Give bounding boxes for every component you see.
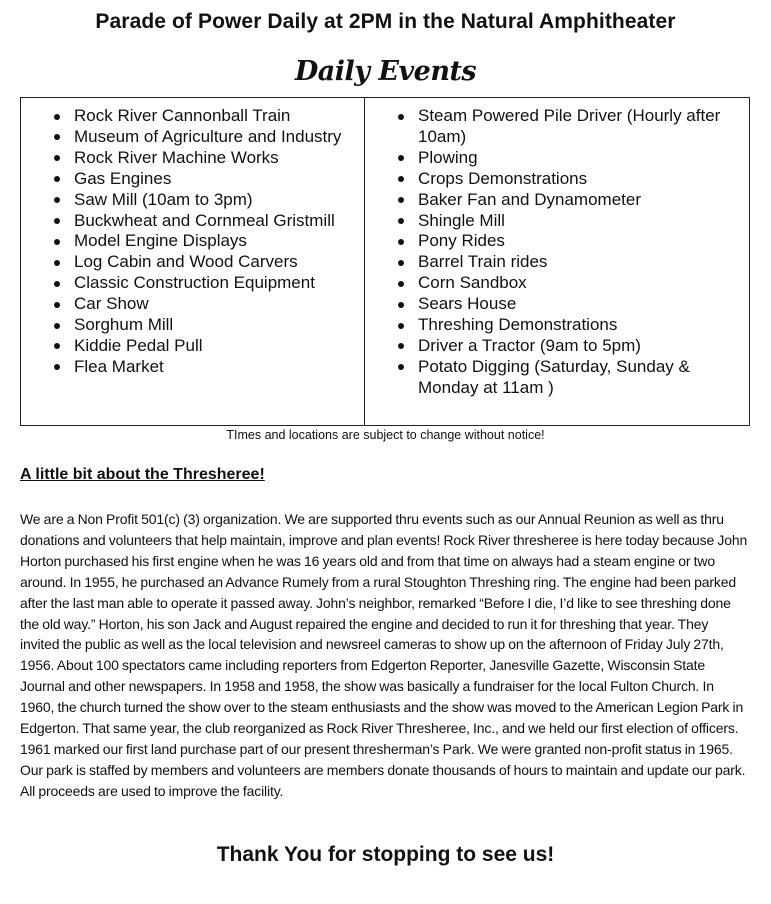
thank-you-message: Thank You for stopping to see us! — [216, 843, 555, 866]
event-item — [54, 252, 364, 273]
event-label: Museum of Agriculture and Industry — [74, 126, 342, 146]
bullet-icon — [54, 176, 60, 182]
bullet-icon — [398, 343, 404, 349]
bullet-icon — [398, 281, 404, 287]
event-label: Baker Fan and Dynamometer — [418, 189, 641, 209]
bullet-icon — [398, 239, 404, 245]
event-item — [54, 211, 364, 232]
event-item — [398, 273, 749, 294]
bullet-icon — [54, 302, 60, 308]
event-label: Flea Market — [74, 356, 164, 376]
event-label: Gas Engines — [74, 168, 172, 188]
about-paragraph: We are a Non Profit 501(c) (3) organization. We are supported thru events such as our Annual Reunion as well as thru donations and volunteers that help maintain, improve and plan events! Rock River thresheree is here today because John Horton purchased his first engine when he was 16 years old and from that time on always had a steam engine or two around. In 1955, he purchased an Advance Rumely from a rural Stoughton Threshing ring. The engine had been parked after the last man able to operate it passed away. John’s neighbor, remarked “Before I die, I’d like to see threshing done the old way.” Horton, his son Jack and August repaired the engine and decided to run it for threshing that year. They invited the public as well as the local television and newsreel cameras to show up on the afternoon of Friday July 27th, 1956. About 100 spectators came including reporters from Edgerton Reporter, Janesville Gazette, Wisconsin State Journal and other newspapers. In 1958 and 1958, the show was basically a fundraiser for the local Fulton Church. In 1960, the church turned the show over to the steam enthusiasts and the show was moved to the American Legion Park in Edgerton. That same year, the club reorganized as Rock River Thresheree, Inc., and we held our first election of officers. 1961 marked our first land purchase part of our present thresherman’s Park. We were granted non-profit status in 1965. Our park is staffed by members and volunteers are members donate thousands of hours to maintain and update our park. All proceeds are used to improve the facility. — [20, 511, 748, 799]
event-item — [398, 190, 749, 211]
event-label: Corn Sandbox — [418, 273, 527, 293]
bullet-icon — [398, 364, 404, 370]
bullet-icon — [54, 197, 60, 203]
event-label: Classic Construction Equipment — [74, 273, 315, 293]
event-label: Potato Digging (Saturday, Sunday & Monday at 11am ) — [418, 356, 690, 397]
event-label: Steam Powered Pile Driver (Hourly after 10am) — [418, 106, 721, 146]
event-label: Sears House — [418, 294, 517, 314]
event-item — [54, 357, 364, 378]
event-label: Buckwheat and Cornmeal Gristmill — [74, 210, 335, 230]
daily-events-table — [20, 97, 750, 426]
event-label: Log Cabin and Wood Carvers — [74, 252, 298, 272]
event-item — [398, 211, 749, 232]
events-column-left — [21, 98, 365, 425]
event-label: Threshing Demonstrations — [418, 315, 618, 335]
bullet-icon — [398, 114, 404, 120]
bullet-icon — [54, 260, 60, 266]
page-title: Parade of Power Daily at 2PM in the Natural Amphitheater — [95, 10, 676, 33]
events-list-right — [398, 106, 749, 399]
event-item — [398, 357, 749, 399]
event-item — [54, 190, 364, 211]
event-item — [54, 106, 364, 127]
event-item — [398, 106, 749, 148]
bullet-icon — [398, 155, 404, 161]
bullet-icon — [398, 176, 404, 182]
about-heading: A little bit about the Thresheree! — [20, 466, 265, 483]
event-item — [398, 169, 749, 190]
event-label: Pony Rides — [418, 231, 505, 251]
event-item — [398, 294, 749, 315]
event-label: Barrel Train rides — [418, 252, 548, 272]
bullet-icon — [54, 218, 60, 224]
event-label: Sorghum Mill — [74, 315, 174, 335]
events-list-left — [54, 106, 364, 378]
bullet-icon — [398, 260, 404, 266]
bullet-icon — [54, 343, 60, 349]
event-item — [398, 148, 749, 169]
event-item — [54, 294, 364, 315]
event-label: Shingle Mill — [418, 210, 505, 230]
event-label: Crops Demonstrations — [418, 168, 588, 188]
event-item — [398, 336, 749, 357]
bullet-icon — [398, 302, 404, 308]
event-item — [54, 127, 364, 148]
event-item — [54, 336, 364, 357]
bullet-icon — [54, 114, 60, 120]
event-label: Kiddie Pedal Pull — [74, 335, 203, 355]
event-item — [54, 231, 364, 252]
event-item — [54, 273, 364, 294]
event-item — [398, 231, 749, 252]
event-item — [398, 315, 749, 336]
event-item — [398, 252, 749, 273]
event-label: Rock River Machine Works — [74, 147, 279, 167]
bullet-icon — [54, 364, 60, 370]
event-item — [54, 315, 364, 336]
bullet-icon — [54, 134, 60, 140]
event-label: Rock River Cannonball Train — [74, 106, 291, 125]
daily-events-heading: Daily Events — [294, 56, 477, 87]
bullet-icon — [54, 323, 60, 329]
event-label: Driver a Tractor (9am to 5pm) — [418, 335, 641, 355]
bullet-icon — [54, 155, 60, 161]
bullet-icon — [398, 197, 404, 203]
bullet-icon — [398, 323, 404, 329]
bullet-icon — [54, 281, 60, 287]
event-item — [54, 169, 364, 190]
bullet-icon — [54, 239, 60, 245]
event-label: Model Engine Displays — [74, 231, 247, 251]
event-label: Car Show — [74, 294, 149, 314]
event-label: Plowing — [418, 147, 478, 167]
schedule-notice: TImes and locations are subject to change without notice! — [226, 428, 545, 442]
event-label: Saw Mill (10am to 3pm) — [74, 189, 253, 209]
event-item — [54, 148, 364, 169]
events-column-right — [365, 98, 749, 425]
bullet-icon — [398, 218, 404, 224]
